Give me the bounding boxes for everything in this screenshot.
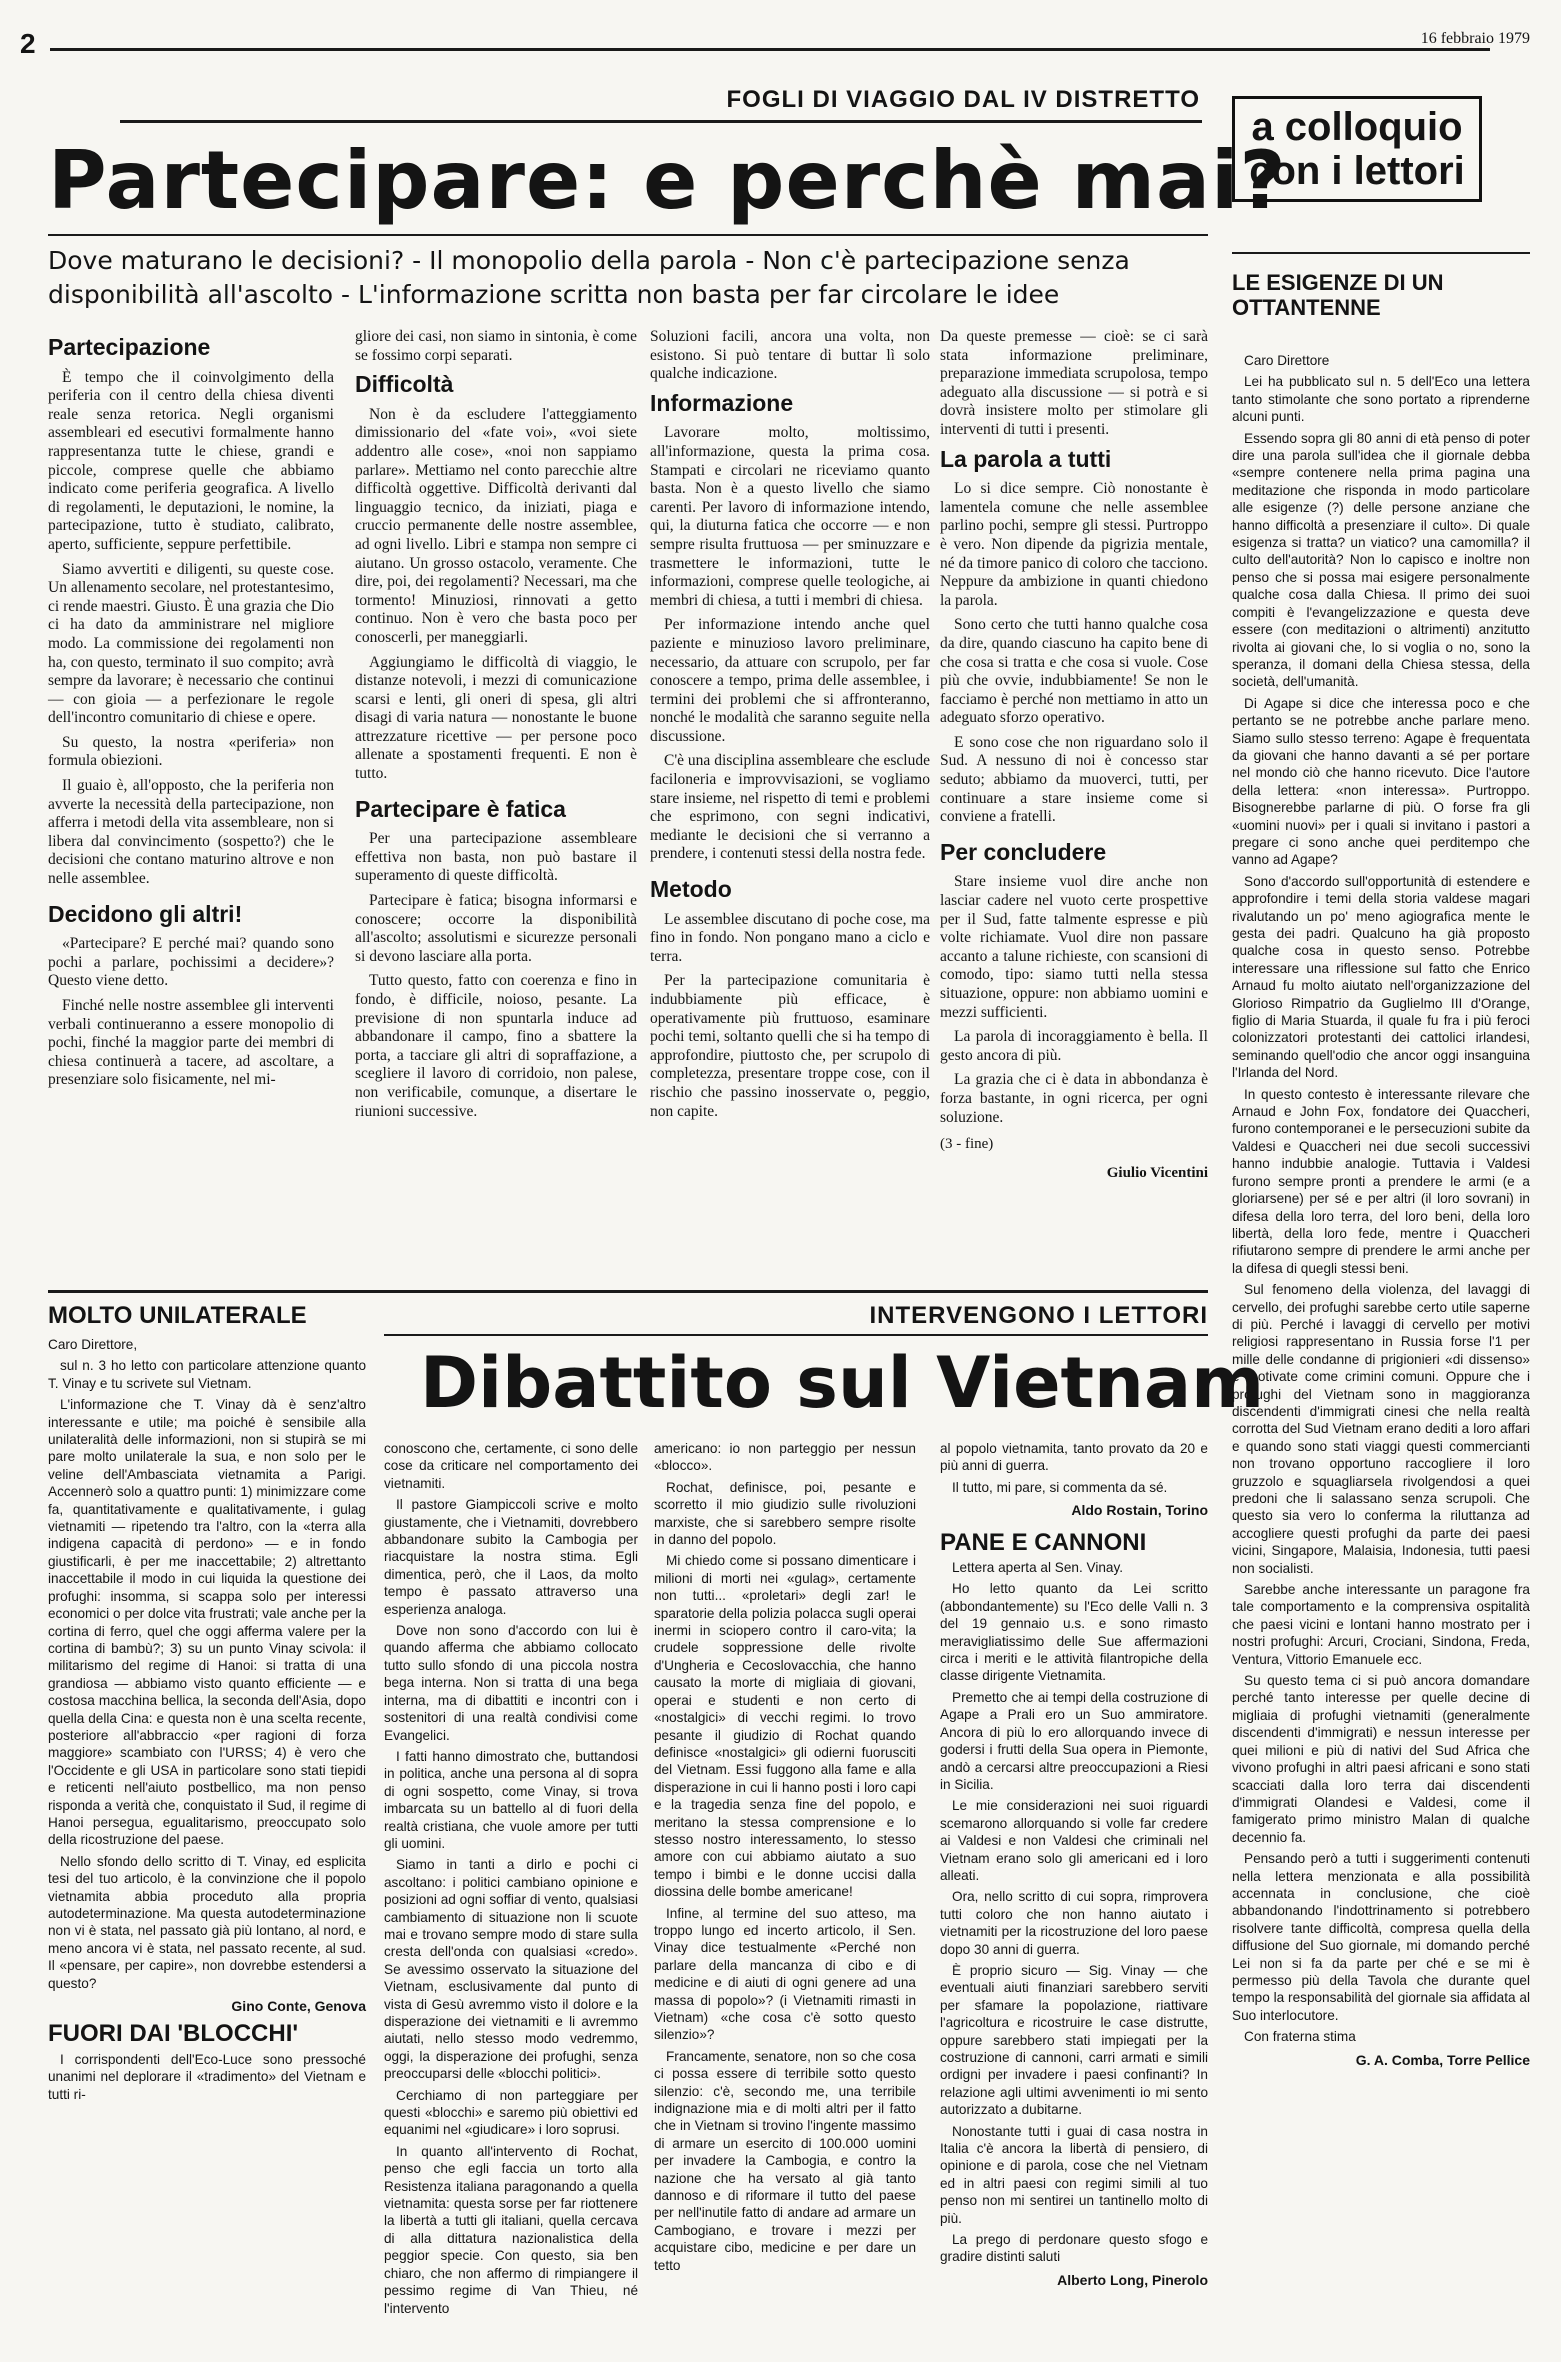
- article-column-1: [48, 328, 334, 1096]
- sidebar-author: G. A. Comba, Torre Pellice: [1355, 2051, 1530, 2068]
- paragraph: americano: io non parteggio per nessun «blocco».: [654, 1441, 916, 1474]
- paragraph: Sarebbe anche interessante un paragone fra tale comportamento e la comprensiva ospitalità che paesi vicini e lontani hanno mostrato per i nostri profughi: Arcuri, Crociani, Sindona, Freda, Ventura, Vittorio Emanuele ecc.: [1232, 1582, 1530, 1667]
- lower-kicker-rule: [384, 1334, 1208, 1336]
- paragraph: Francamente, senatore, non so che cosa ci possa essere di terribile sotto questo silenzio: c'è, secondo me, una terribile indignazione mia e di molti altri per il fatto che in Vietnam si trovino l'ingente massimo di armare un esercito di 100.000 uomini per invadere la Cambogia, e contro la nazione che ha versato al già tanto dannoso e di riformare il tutto del paese per nell'inutile fatto di andare ad armare un Cambogiano, e trovare i mezzi per acquistare cibo, medicine e per dare un tetto: [654, 2048, 916, 2273]
- paragraph: Sono certo che tutti hanno qualche cosa da dire, quando ciascuno ha capito bene di che cosa si tratta e che cosa si vuole. Cose più che ovvie, indubbiamente! Se non le facciamo è perché non mettiamo in atto un adeguato sforzo operativo.: [940, 616, 1208, 727]
- article-column-2: [355, 328, 637, 1127]
- debate-title: Dibattito sul Vietnam: [420, 1342, 1265, 1424]
- paragraph: In questo contesto è interessante rilevare che Arnaud e John Fox, fondatore dei Quaccheri, furono contemporanei e le persecuzioni subite da Valdesi e Quaccheri nei due secoli successivi hanno indubbie analogie. Tuttavia i Valdesi furono sempre pronti a prendere le armi (e a gloriarsene) per sé e per altri (il loro sovrani) in difesa della loro terra, del loro beni, della loro libertà, della loro fede, mentre i Quaccheri rifiutarono sempre di prendere le armi anche per la difesa di quegli stessi beni.: [1232, 1086, 1530, 1276]
- paragraph: Le mie considerazioni nei suoi riguardi scemarono allorquando si volle far credere ai Valdesi e non Valdesi che criminali nel Vietnam erano solo gli americani ed i loro alleati.: [940, 1798, 1208, 1883]
- subhead-partecipazione: Partecipazione: [48, 334, 211, 360]
- paragraph: Lavorare molto, moltissimo, all'informazione, questa la prima cosa. Stampati e circolari ne riceviamo quanto basta. Non è a questo livello che siamo carenti. Per lavoro di informazione intendo, qui, la diuturna fatica che occorre — e non sempre risulta fruttuosa — per sminuzzare e trasmettere le informazioni, tutte le informazioni, comprese quelle teologiche, ai membri di chiesa, a tutti i membri di chiesa.: [650, 424, 930, 609]
- issue-date: 16 febbraio 1979: [1420, 30, 1530, 47]
- sidebar-heading: LE ESIGENZE DI UN OTTANTENNE: [1232, 270, 1444, 320]
- paragraph: La prego di perdonare questo sfogo e gradire distinti saluti: [940, 2232, 1208, 2265]
- sidebar-title-box: [1232, 96, 1482, 202]
- paragraph: Essendo sopra gli 80 anni di età penso di poter dire una parola sull'idea che il giornale debba «sempre contenere nella prima pagina una meditazione che risponda in modo particolare alle esigenze (?) delle persone anziane che hanno difficoltà a presenziare il culto». Di quale esigenza si tratta? un viatico? una camomilla? il culto dell'autorità? Non lo capisco e inoltre non penso che si possa mai esigere personalmente qualche cosa dalla Chiesa. Il primo dei suoi compiti è l'evangelizzazione e questa deve essere (con meditazioni o altrimenti) anzitutto rivolta ai giovani che, lo si voglia o no, sono la speranza, il domani della Chiesa stessa, della società, dell'umanità.: [1232, 430, 1530, 690]
- paragraph: Tutto questo, fatto con coerenza e fino in fondo, è difficile, noioso, pesante. La previsione di non spuntarla induce ad abbandonare il campo, fino a sbattere la porta, a tacciare gli altri di sopraffazione, a scegliere il lavoro di corridoio, non palese, non verificabile, comunque, a disertare le riunioni successive.: [355, 972, 637, 1120]
- paragraph: Pensando però a tutti i suggerimenti contenuti nella lettera menzionata e alla possibilità accennata in conclusione, che cioè abbandonando l'indottrinamento si potrebbero risolvere tante difficoltà, compresa quella della diffusione del Suo giornale, mi domando perché Lei non si fa da parte per ché e se mi è permesso più della Tavola che durante quel tempo la responsabilità del giornale sia affidata al Suo interlocutore.: [1232, 1851, 1530, 2023]
- subhead-informazione: Informazione: [650, 389, 794, 416]
- section-kicker: FOGLI DI VIAGGIO DAL IV DISTRETTO: [726, 86, 1200, 113]
- paragraph: Lettera aperta al Sen. Vinay.: [952, 1560, 1124, 1576]
- paragraph: Partecipare è fatica; bisogna informarsi e conoscere; occorre la disponibilità all'ascolto; assolutismi e sicurezze personali si devono lasciare alla porta.: [355, 892, 637, 965]
- paragraph: Il tutto, mi pare, si commenta da sé.: [952, 1479, 1168, 1495]
- closing: Con fraterna stima: [1244, 2029, 1356, 2045]
- title-rule: [48, 234, 1208, 236]
- paragraph: È tempo che il coinvolgimento della periferia con il centro della chiesa diventi reale senza retorica. Negli organismi assembleari ed esecutivi formalmente hanno rappresentanza tutte le chiese, grandi e piccole, comprese quelle che abbiamo indicato come periferia geografica. A livello di regolamenti, le deputazioni, le nomine, la partecipazione, tutto è studiato, calibrato, aperto, sufficiente, seppure perfettibile.: [48, 368, 334, 553]
- salutation: Caro Direttore,: [48, 1337, 138, 1352]
- sidebar-rule: [1232, 252, 1530, 254]
- article-column-3: [650, 328, 930, 1127]
- salutation: Caro Direttore: [1244, 353, 1330, 368]
- subhead-concludere: Per concludere: [940, 838, 1107, 865]
- paragraph: Cerchiamo di non parteggiare per questi «blocchi» e saremo più obiettivi ed equanimi nel «giudicare» i loro soprusi.: [384, 2087, 638, 2138]
- letter-author: Gino Conte, Genova: [231, 1998, 366, 2015]
- subhead-fatica: Partecipare è fatica: [355, 795, 566, 822]
- paragraph: L'informazione che T. Vinay dà è senz'altro interessante e utile; ma poiché è sensibile alla unilateralità delle informazioni, non si stupirà se mi pare molto unilaterale la sua, e non solo per le veline dell'Ambasciata vietnamita a Parigi. Accennerò solo a quattro punti: 1) minimizzare come fa, quantitativamente e qualitativamente, i gulag vietnamiti — ripetendo tra l'altro, con la «terra alla indigena capacità di perdono» — e in fondo giustificarli, è per me inaccettabile; 2) altrettanto inaccettabile il modo in cui liquida la questione dei profughi: insomma, si scappa solo per interessi economici o per dolce vita frustrati; vale anche per la cortina di ferro, quel che oggi afferma valere per la cortina di bambù?; 3) su un punto Vinay scivola: il militarismo del regime di Hanoi: si tratta di una grandiosa — abbiamo visto quanto efficiente — e costosa macchina bellica, la seconda dell'Asia, dopo quella della Cina: e questa non è una scelta recente, posteriore all'abbraccio «per ragioni di forza maggiore» scambiato con l'URSS; 4) è vero che l'Occidente e gli USA in particolare sono stati tiepidi e reticenti nell'aiuto postbellico, ma non penso risponda a verità che, conquistato il Sud, il regime di Hanoi persegua, egualitarismo, preoccupato solo della ricostruzione del paese.: [48, 1397, 366, 1848]
- paragraph: La grazia che ci è data in abbondanza è forza bastante, in ogni ricerca, per ogni soluzione.: [940, 1071, 1208, 1126]
- paragraph: Non è da escludere l'atteggiamento dimissionario del «fate voi», «voi siete addentro alle cose», «noi non sappiamo parlare». Mettiamo nel conto parecchie altre difficoltà oggettive. Difficoltà derivanti dal linguaggio tecnico, da iniziati, piaga e cruccio permanente delle nostre assemblee, ad ogni livello. Libri e stampa non sempre ci aiutano. Un grosso ostacolo, veramente. Che dire, poi, dei regolamenti? Necessari, ma che tormento! Minuziosi, rinnovati a getto continuo. Non è vero che basta poco per conoscerli, per maneggiarli.: [355, 405, 637, 646]
- paragraph: Le assemblee discutano di poche cose, ma fino in fondo. Non pongano mano a ciclo e terra.: [650, 910, 930, 965]
- paragraph: I corrispondenti dell'Eco-Luce sono pressoché unanimi nel deplorare il «tradimento» del Vietnam e tutti ri-: [48, 2051, 366, 2102]
- paragraph: È proprio sicuro — Sig. Vinay — che eventuali aiuti finanziari sarebbero serviti per sfamare la popolazione, riattivare l'agricoltura e ricostruire le case distrutte, oppure sarebbero stati impiegati per la costruzione di cannoni, carri armati e simili ordigni per invadere i paesi confinanti? In relazione agli ultimi avvenimenti io mi sento autorizzato a dubitarne.: [940, 1962, 1208, 2118]
- letter-column-3: [654, 1440, 916, 2278]
- paragraph: Dove non sono d'accordo con lui è quando afferma che abbiamo collocato tutto sullo sfondo di una piccola nostra bega interna. Non si tratta di una bega interna, ma di dibattiti e incontri con i sostenitori di una realtà condivisi come Evangelici.: [384, 1623, 638, 1743]
- paragraph: Per una partecipazione assembleare effettiva non basta, non può bastare il superamento di queste difficoltà.: [355, 830, 637, 885]
- paragraph: Sul fenomeno della violenza, del lavaggi di cervello, dei profughi sarebbe certo utile saperne di più. Perché i lavaggi di cervello per motivi religiosi rappresentano in Russia forse l'1 per mille delle condanne di prigionieri «di dissenso» e motivate come crimini comuni. Oppure che i profughi del Vietnam sono in maggioranza discendenti d'immigrati cinesi che nella realtà corrotta del Sud Vietnam erano dediti a loro affari e quando sono stati viaggi questi commercianti non trovano opportuno raccogliere il loro gruzzolo e squagliarsela rivolgendosi a quei predoni che li salassano senza scrupoli. Che questo sia vero lo conferma la riluttanza ad accogliere questi profughi da parte dei paesi vicini, Singapore, Malaisia, Indonesia, tutti paesi non socialisti.: [1232, 1282, 1530, 1576]
- paragraph: Di Agape si dice che interessa poco e che pertanto se ne potrebbe anche parlare meno. Siamo sullo stesso terreno: Agape è frequentata da giovani che hanno davanti a sé per portare nel mondo ciò che hanno ricevuto. Dice l'autore della lettera: «non interessa». Purtroppo. Bisognerebbe parlarne di più. O forse fra gli «uomini nuovi» per i quali si invitano i pastori a pregare ci sono anche quei perditempo che vanno ad Agape?: [1232, 695, 1530, 868]
- letter-author: Aldo Rostain, Torino: [1071, 1502, 1208, 1519]
- paragraph: C'è una disciplina assembleare che esclude faciloneria e improvvisazioni, se vogliamo stare insieme, nel rispetto di temi e problemi che esprimono, con segni indicativi, mediante le decisioni che si verranno a prendere, i contenuti stessi della nostra fede.: [650, 752, 930, 863]
- paragraph: Siamo in tanti a dirlo e pochi ci ascoltano: i politici cambiano opinione e posizioni ad ogni soffiar di vento, qualsiasi cambiamento di situazione non li scuote mai e trovano sempre modo di stare sulla cresta dell'onda con qualsiasi «credo». Se avessimo osservato la situazione del Vietnam, esclusivamente dal punto di vista di Gesù avremmo visto il dolore e la disperazione dei vietnamiti e li avremmo aiutati, nello stesso modo vedremmo, oggi, la disperazione dei profughi, senza preoccuparsi delle «blocchi politici».: [384, 1857, 638, 2082]
- paragraph: Stare insieme vuol dire anche non lasciar cadere nel vuoto certe prospettive per il Sud, fatte talmente espresse e più volte richiamate. Vuol dire non passare accanto a talune richieste, con scansioni di comodo, tipo: siamo tutti nella stessa situazione, oppure: non abbiamo uomini e mezzi sufficienti.: [940, 873, 1208, 1021]
- paragraph: Nello sfondo dello scritto di T. Vinay, ed esplicita tesi del tuo articolo, è la convinzione che il popolo vietnamita abbia proceduto alla propria autodeterminazione. Ma questa autodeterminazione non vi è stata, nel passato già più lontano, al nord, e meno ancora vi è stata, nel passato recente, al sud. Il «pensare, per capire», non dovrebbe estendersi a questo?: [48, 1853, 366, 1991]
- paragraph: Il guaio è, all'opposto, che la periferia non avverte la necessità della partecipazione, non afferra i metodi della vita assembleare, non si libera dal convincimento (sospetto?) che le decisioni che contano maturino altrove e non nelle assemblee.: [48, 777, 334, 888]
- letter-author: Alberto Long, Pinerolo: [1057, 2271, 1208, 2288]
- header-rule: [50, 48, 1490, 51]
- paragraph: Infine, al termine del suo atteso, ma troppo lungo ed incerto articolo, il Sen. Vinay dice testualmente «Perché non parlare della mancanza di cibo e di medicine e di aiuti di ogni genere ad una massa di popolo»? (i Vietnamiti rimasti in Vietnam) «che cosa c'è sotto questo silenzio»?: [654, 1905, 916, 2043]
- article-author: Giulio Vicentini: [1106, 1164, 1208, 1181]
- paragraph: Ho letto quanto da Lei scritto (abbondantemente) su l'Eco delle Valli n. 3 del 19 gennaio u.s. e sono rimasto meravigliatissimo delle Sue affermazioni circa i meriti e le attività filantropiche della classe dirigente Vietnamita.: [940, 1581, 1208, 1684]
- paragraph: La parola di incoraggiamento è bella. Il gesto ancora di più.: [940, 1028, 1208, 1064]
- article-title: Partecipare: e perchè mai?: [48, 134, 1287, 227]
- paragraph: Per informazione intendo anche quel paziente e minuzioso lavoro preliminare, necessario, da attuare con scrupolo, per far conoscere a tempo, prima delle assemblee, i termini dei problemi che si affronteranno, nonché le modalità che saranno seguite nella discussione.: [650, 616, 930, 745]
- paragraph: Rochat, definisce, poi, pesante e scorretto il mio giudizio sulle rivoluzioni marxiste, che si sarebbero sempre risolte in danno del popolo.: [654, 1479, 916, 1548]
- paragraph: Ora, nello scritto di cui sopra, rimprovera tutti coloro che non hanno aiutato i vietnamiti per la ricostruzione del loro paese dopo 30 anni di guerra.: [940, 1889, 1208, 1957]
- letter-heading-pane-cannoni: PANE E CANNONI: [940, 1528, 1147, 1556]
- paragraph: In quanto all'intervento di Rochat, penso che egli faccia un torto alla Resistenza italiana paragonando a quella vietnamita: questa sorse per far riottenere la libertà a tutti gli italiani, quella cercava di alla dittatura nazionalistica della peggior specie. Con questo, sia ben chiaro, che non affermo di rimpiangere il pessimo regime di Van Thieu, né l'intervento: [384, 2143, 638, 2316]
- subhead-difficolta: Difficoltà: [355, 371, 454, 398]
- paragraph: Su questo tema ci si può ancora domandare perché tanto interesse per quelle decine di migliaia di profughi vietnamiti (generalmente discendenti d'immigrati) e nessun interesse per quei milioni e più di nativi del Sud Africa che vivono profughi in altri paesi africani e sono stati scacciati dalla loro terra dai discendenti d'immigrati Olandesi e Valdesi, come il famigerato primo ministro Malan di qualche decennio fa.: [1232, 1673, 1530, 1845]
- paragraph: Premetto che ai tempi della costruzione di Agape a Prali ero un Suo ammiratore. Ancora di più lo ero allorquando invece di godersi i frutti della Sua opera in Piemonte, andò a cercarsi altre preoccupazioni a Riesi in Sicilia.: [940, 1689, 1208, 1792]
- paragraph: I fatti hanno dimostrato che, buttandosi in politica, anche una persona al di sopra di ogni sospetto, come Vinay, si trova imbarcata su un battello al di fuori della realtà cristiana, che vuole amore per tutti gli uomini.: [384, 1748, 638, 1851]
- lower-kicker: INTERVENGONO I LETTORI: [869, 1302, 1208, 1329]
- page-number: 2: [20, 28, 36, 59]
- paragraph: Lo si dice sempre. Ciò nonostante è lamentela comune che nelle assemblee parlino pochi, sempre gli stessi. Purtroppo è vero. Non dipende da pigrizia mentale, né da timore panico di coloro che tacciono. Neppure da ambizione in quanti chiedono la parola.: [940, 480, 1208, 609]
- paragraph: Su questo, la nostra «periferia» non formula obiezioni.: [48, 733, 334, 770]
- subhead-metodo: Metodo: [650, 876, 732, 903]
- letter-column-2: [384, 1440, 638, 2321]
- paragraph: «Partecipare? E perché mai? quando sono pochi a parlare, pochissimi a decidere»? Questo viene detto.: [48, 935, 334, 990]
- paragraph: E sono cose che non riguardano solo il Sud. A nessuno di noi è concesso star seduto; abbiamo da muoverci, tutti, per continuare a stare insieme come si conviene a fratelli.: [940, 733, 1208, 826]
- paragraph: Sono d'accordo sull'opportunità di estendere e approfondire i temi della storia valdese magari rivalutando un po' meno agiografica mente le gesta dei padri. Qualcuno ha già proposto qualche cosa in questo senso. Potrebbe interessare una riflessione sul fatto che Enrico Arnaud fu molto aiutato nell'organizzazione del Glorioso Rimpatrio da Guglielmo III d'Orange, figlio di Maria Stuarda, il quale fu fra i più feroci colonizzatori protestanti dei cattolici irlandesi, seminando quell'odio che ancor oggi insanguina l'Irlanda del Nord.: [1232, 873, 1530, 1081]
- paragraph: Il pastore Giampiccoli scrive e molto giustamente, che i Vietnamiti, dovrebbero abbandonare subito la Cambogia per riacquistare la nostra stima. Egli dimentica, però, che il Laos, da molto tempo è passato attraverso una esperienza analoga.: [384, 1497, 638, 1617]
- letter-heading-blocchi: FUORI DAI 'BLOCCHI': [48, 2020, 299, 2048]
- letter-heading-unilaterale: MOLTO UNILATERALE: [48, 1302, 307, 1329]
- paragraph: sul n. 3 ho letto con particolare attenzione quanto T. Vinay e tu scrivete sul Vietnam.: [48, 1358, 366, 1391]
- letter-column-1: [48, 1336, 366, 2107]
- sidebar-title-line-1: a colloquio: [1251, 105, 1463, 149]
- paragraph: al popolo vietnamita, tanto provato da 20 e più anni di guerra.: [940, 1441, 1208, 1474]
- subhead-decidono: Decidono gli altri!: [48, 900, 243, 927]
- paragraph: conoscono che, certamente, ci sono delle cose da criticare nel comportamento dei vietnamiti.: [384, 1441, 638, 1491]
- paragraph: Mi chiedo come si possano dimenticare i milioni di morti nei «gulag», certamente non tutti... «proletari» degli zar! le sparatorie della polizia polacca sugli operai inermi in sciopero contro il caro-vita; la crudele soppressione delle rivolte d'Ungheria e Cecoslovacchia, che hanno causato la morte di migliaia di giovani, operai e studenti e non certo di «nostalgici» di vecchi regimi. Io trovo pesante il giudizio di Rochat quando definisce «nostalgici» gli odierni fuorusciti del Vietnam. Essi fuggono alla fame e alla disperazione in cui li hanno posti i loro capi e la tragedia senza fine del popolo, e meritano la stessa comprensione e lo stesso nostro interessamento, lo stesso amore con cui abbiamo aiutato a suo tempo i bimbi e le donne uccisi dalla diossina delle bombe americane!: [654, 1553, 916, 1900]
- sidebar-title-line-2: con i lettori: [1249, 149, 1465, 193]
- paragraph: gliore dei casi, non siamo in sintonia, è come se fossimo corpi separati.: [355, 328, 637, 364]
- article-column-4: [940, 328, 1208, 1182]
- paragraph: Per la partecipazione comunitaria è indubbiamente più efficace, è operativamente più fruttuoso, esaminare pochi temi, soltanto quelli che si ha tempo di approfondire, piuttosto che, per scrupolo di completezza, presentare troppe cose, con il rischio che passino inosservate o, peggio, non capite.: [650, 972, 930, 1120]
- paragraph: Siamo avvertiti e diligenti, su queste cose. Un allenamento secolare, nel protestantesimo, ci rende maestri. Giusto. È una grazia che Dio ci ha dato da amministrare nel migliore modo. La commissione dei regolamenti non ha, con questo, terminato il suo compito; avrà sempre da lavorare; è necessario che continui — con gioia — a perfezionare le regole dell'incontro comunitario di chiese e opere.: [48, 560, 334, 727]
- paragraph: Finché nelle nostre assemblee gli interventi verbali continueranno a essere monopolio di pochi, finché la maggior parte dei membri di chiesa continuerà a tacere, ad ascoltare, a presenziare solo fisicamente, nel mi-: [48, 997, 334, 1089]
- sidebar-letter: [1232, 352, 1530, 2069]
- series-note: (3 - fine): [940, 1136, 994, 1153]
- paragraph: Soluzioni facili, ancora una volta, non esistono. Si può tentare di buttar lì solo qualche indicazione.: [650, 328, 930, 383]
- article-deck: Dove maturano le decisioni? - Il monopolio della parola - Non c'è partecipazione senza disponibilità all'ascolto - L'informazione scritta non basta per far circolare le idee: [48, 246, 1130, 309]
- letter-column-4: [940, 1440, 1208, 2289]
- paragraph: Nonostante tutti i guai di casa nostra in Italia c'è ancora la libertà di pensiero, di opinione e di parola, cose che nel Vietnam ed in altri paesi con regimi simili al tuo penso non mi sentirei un tantinello molto di più.: [940, 2123, 1208, 2226]
- paragraph: Da queste premesse — cioè: se ci sarà stata informazione preliminare, preparazione immediata scrupolosa, tempo adeguato alla discussione — si potrà e si dovrà insistere molto per stimolare gli interventi di tutti i presenti.: [940, 328, 1208, 438]
- kicker-rule: [120, 120, 1202, 123]
- paragraph: Aggiungiamo le difficoltà di viaggio, le distanze notevoli, i mezzi di comunicazione scarsi e lenti, gli oneri di spesa, gli altri disagi di varia natura — nonostante le buone attrezzature ricettive — per persone poco allenate a spostamenti frequenti. E non è tutto.: [355, 653, 637, 783]
- lower-top-rule: [48, 1290, 1208, 1293]
- paragraph: Lei ha pubblicato sul n. 5 dell'Eco una lettera tanto stimolante che sono portato a riprenderne alcuni punti.: [1232, 374, 1530, 425]
- subhead-parola: La parola a tutti: [940, 445, 1112, 472]
